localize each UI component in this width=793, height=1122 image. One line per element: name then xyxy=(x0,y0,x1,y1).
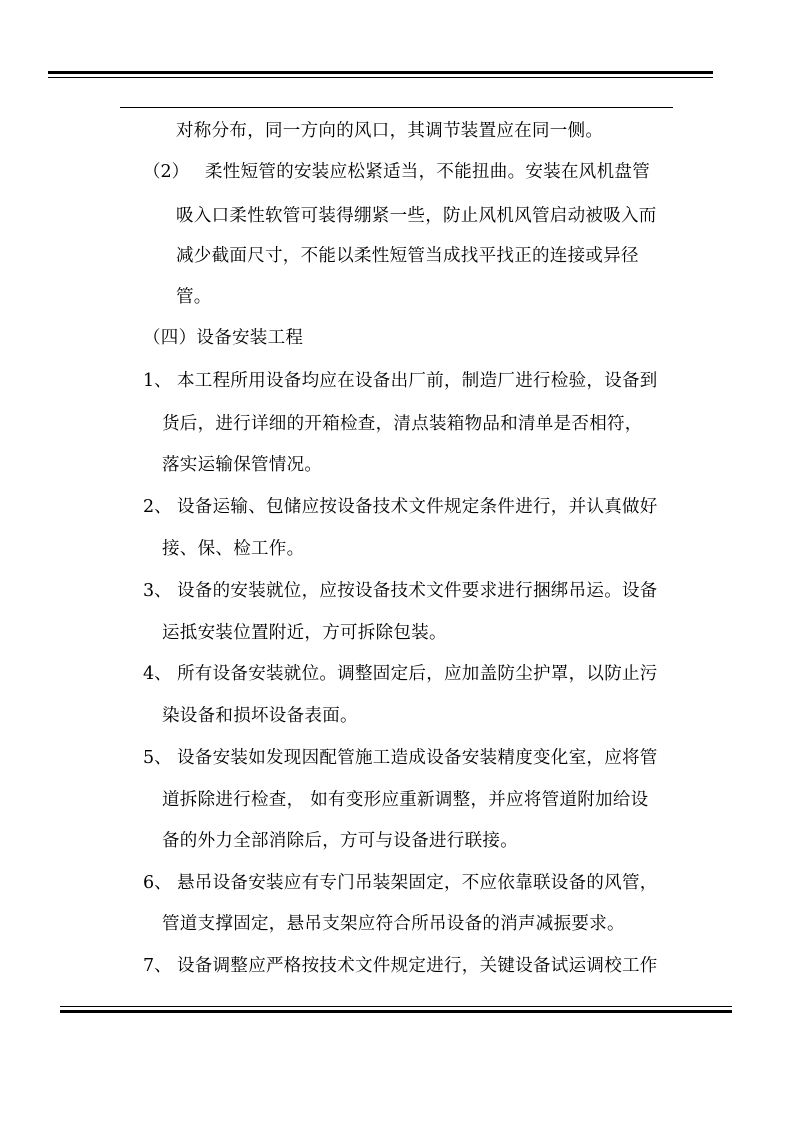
footer-rule-thin xyxy=(60,1006,732,1007)
text-top-rule xyxy=(120,107,673,108)
continuation-line: 对称分布，同一方向的风口，其调节装置应在同一侧。 xyxy=(176,121,604,141)
item-4-line-1: 所有设备安装就位。调整固定后，应加盖防尘护罩，以防止污 xyxy=(177,664,658,684)
item-2b-line-2: 接、保、检工作。 xyxy=(162,539,305,559)
item-2-line-1: 柔性短管的安装应松紧适当，不能扭曲。安装在风机盘管 xyxy=(205,162,650,182)
item-2-line-2: 吸入口柔性软管可装得绷紧一些，防止风机风管启动被吸入而 xyxy=(176,206,657,226)
item-3-number: 3、 xyxy=(143,581,172,601)
item-7-line-1: 设备调整应严格按技术文件规定进行，关键设备试运调校工作 xyxy=(177,956,658,976)
item-2-line-3: 减少截面尺寸，不能以柔性短管当成找平找正的连接或异径 xyxy=(176,246,639,266)
footer-rule-thick xyxy=(60,1010,732,1013)
header-rule-thick xyxy=(48,71,713,74)
item-6-number: 6、 xyxy=(143,873,172,893)
item-2-line-4: 管。 xyxy=(176,287,212,307)
item-2b-line-1: 设备运输、包储应按设备技术文件规定条件进行，并认真做好 xyxy=(177,497,658,517)
item-4-line-2: 染设备和损坏设备表面。 xyxy=(162,706,358,726)
item-4-number: 4、 xyxy=(143,664,172,684)
item-5-line-3: 备的外力全部消除后，方可与设备进行联接。 xyxy=(162,831,518,851)
item-3-line-1: 设备的安装就位，应按设备技术文件要求进行捆绑吊运。设备 xyxy=(177,581,658,601)
item-3-line-2: 运抵安装位置附近，方可拆除包装。 xyxy=(162,623,447,643)
item-1-line-3: 落实运输保管情况。 xyxy=(162,455,323,475)
item-5-line-2: 道拆除进行检查， 如有变形应重新调整，并应将管道附加给设 xyxy=(162,790,649,810)
item-6-line-2: 管道支撑固定，悬吊支架应符合所吊设备的消声减振要求。 xyxy=(162,914,625,934)
item-1-line-1: 本工程所用设备均应在设备出厂前，制造厂进行检验，设备到 xyxy=(177,371,658,391)
header-rule-thin xyxy=(48,77,713,78)
item-7-number: 7、 xyxy=(143,956,172,976)
section-heading: （四）设备安装工程 xyxy=(143,328,304,348)
item-5-line-1: 设备安装如发现因配管施工造成设备安装精度变化室，应将管 xyxy=(177,748,658,768)
item-2-number: （2） xyxy=(143,162,190,182)
item-2b-number: 2、 xyxy=(143,497,172,517)
item-5-number: 5、 xyxy=(143,748,172,768)
item-6-line-1: 悬吊设备安装应有专门吊装架固定，不应依靠联设备的风管， xyxy=(177,873,658,893)
item-1-line-2: 货后，进行详细的开箱检查，清点装箱物品和清单是否相符， xyxy=(162,414,643,434)
item-1-number: 1、 xyxy=(143,371,172,391)
